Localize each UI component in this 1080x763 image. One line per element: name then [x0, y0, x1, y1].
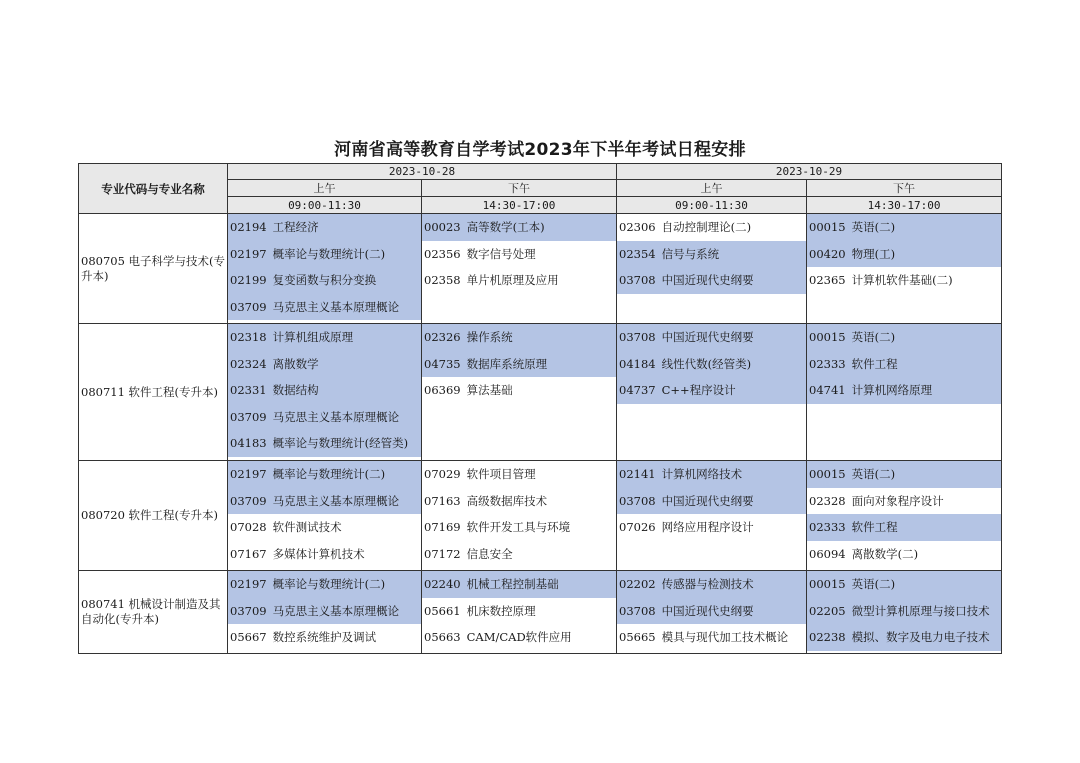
slot-day2-pm [807, 214, 1002, 324]
course-code: 07169 [424, 520, 461, 535]
course-name: 中国近现代史纲要 [661, 493, 754, 508]
course-name: 物理(工) [851, 246, 896, 261]
course-name: 计算机网络原理 [851, 383, 933, 397]
course-name: 网络应用程序设计 [661, 520, 754, 535]
course-code: 02306 [619, 220, 656, 234]
slot-day1-am [228, 324, 422, 461]
time-header-day1-pm: 14:30-17:00 [422, 197, 617, 214]
course-code: 02197 [230, 577, 267, 592]
course-name: C++程序设计 [661, 383, 736, 397]
course-item [617, 514, 806, 541]
slot-day1-am [228, 461, 422, 571]
course-code: 03708 [619, 493, 656, 508]
course-item [422, 351, 616, 378]
time-header-day1-am: 09:00-11:30 [228, 197, 422, 214]
course-name: 英语(二) [851, 577, 896, 592]
course-name: 工程经济 [272, 220, 319, 234]
course-item [422, 267, 616, 294]
major-name: 080741 机械设计制造及其自动化(专升本) [79, 571, 228, 654]
course-code: 02328 [809, 493, 846, 508]
course-item [617, 241, 806, 268]
course-name: 数据结构 [272, 383, 319, 397]
course-code: 02326 [424, 330, 461, 344]
course-name: 离散数学 [272, 356, 319, 371]
exam-schedule-table [78, 163, 1002, 654]
course-code: 02202 [619, 577, 656, 592]
course-name: 操作系统 [466, 330, 513, 344]
course-code: 03708 [619, 330, 656, 344]
course-name: 软件工程 [851, 356, 898, 371]
course-code: 05665 [619, 630, 656, 645]
course-code: 02333 [809, 520, 846, 535]
course-item [617, 488, 806, 515]
course-code: 03709 [230, 493, 267, 508]
course-code: 03708 [619, 273, 656, 287]
course-item [228, 598, 421, 625]
slot-day2-pm [807, 324, 1002, 461]
course-item [422, 624, 616, 651]
course-name: 马克思主义基本原理概论 [272, 603, 400, 618]
course-code: 05663 [424, 630, 461, 645]
course-code: 03709 [230, 409, 267, 424]
time-header-day2-pm: 14:30-17:00 [807, 197, 1002, 214]
course-name: 模具与现代加工技术概论 [661, 630, 789, 645]
course-item [807, 241, 1001, 268]
course-name: 英语(二) [851, 220, 896, 234]
course-code: 03708 [619, 603, 656, 618]
course-code: 03709 [230, 299, 267, 314]
course-item [617, 267, 806, 294]
course-code: 02194 [230, 220, 267, 234]
major-name: 080720 软件工程(专升本) [79, 461, 228, 571]
slot-day2-pm [807, 461, 1002, 571]
course-item [228, 294, 421, 321]
course-item [617, 461, 806, 488]
course-code: 04735 [424, 356, 461, 371]
course-item [422, 214, 616, 241]
course-code: 02240 [424, 577, 461, 592]
course-item [807, 624, 1001, 651]
course-code: 02331 [230, 383, 267, 397]
page-title: 河南省高等教育自学考试2023年下半年考试日程安排 [334, 140, 746, 160]
course-code: 00015 [809, 467, 846, 482]
course-name: 机械工程控制基础 [466, 577, 559, 592]
course-code: 06094 [809, 546, 846, 561]
major-name: 080711 软件工程(专升本) [79, 324, 228, 461]
course-code: 02358 [424, 273, 461, 287]
course-code: 04183 [230, 436, 267, 450]
course-item [807, 351, 1001, 378]
slot-day1-pm [422, 324, 617, 461]
course-name: 自动控制理论(二) [661, 220, 752, 234]
session-header-day1-pm: 下午 [422, 180, 617, 197]
course-name: 软件测试技术 [272, 520, 342, 535]
slot-day2-am [617, 214, 807, 324]
course-code: 02333 [809, 356, 846, 371]
course-item [228, 404, 421, 431]
session-header-day2-pm: 下午 [807, 180, 1002, 197]
course-code: 04737 [619, 383, 656, 397]
slot-day2-am [617, 571, 807, 654]
course-code: 00023 [424, 220, 461, 234]
course-item [617, 351, 806, 378]
course-item [228, 324, 421, 351]
course-item [422, 461, 616, 488]
date-header-day1: 2023-10-28 [228, 164, 617, 180]
slot-day2-pm [807, 571, 1002, 654]
course-item [228, 430, 421, 457]
course-name: 中国近现代史纲要 [661, 330, 754, 344]
course-item [422, 488, 616, 515]
course-item [617, 571, 806, 598]
course-code: 00015 [809, 220, 846, 234]
course-item [807, 571, 1001, 598]
course-name: 信息安全 [466, 546, 513, 561]
course-name: 中国近现代史纲要 [661, 603, 754, 618]
course-name: 高等数学(工本) [466, 220, 545, 234]
schedule-body [79, 214, 1002, 654]
table-row [79, 461, 1002, 571]
course-item [807, 267, 1001, 294]
course-code: 00420 [809, 246, 846, 261]
course-name: 单片机原理及应用 [466, 273, 559, 287]
course-code: 00015 [809, 330, 846, 344]
course-name: 马克思主义基本原理概论 [272, 299, 400, 314]
course-item [807, 461, 1001, 488]
course-code: 00015 [809, 577, 846, 592]
course-name: 概率论与数理统计(经管类) [272, 436, 409, 450]
course-item [617, 214, 806, 241]
date-header-day2: 2023-10-29 [617, 164, 1002, 180]
course-item [228, 488, 421, 515]
course-code: 04741 [809, 383, 846, 397]
course-item [807, 488, 1001, 515]
course-name: 面向对象程序设计 [851, 493, 944, 508]
course-name: 概率论与数理统计(二) [272, 246, 386, 261]
session-header-day2-am: 上午 [617, 180, 807, 197]
course-item [228, 214, 421, 241]
table-row [79, 214, 1002, 324]
course-item [807, 214, 1001, 241]
course-name: 概率论与数理统计(二) [272, 577, 386, 592]
course-name: 高级数据库技术 [466, 493, 548, 508]
slot-day1-am [228, 571, 422, 654]
course-code: 02205 [809, 603, 846, 618]
course-code: 02197 [230, 467, 267, 482]
course-code: 06369 [424, 383, 461, 397]
course-name: 计算机软件基础(二) [851, 273, 953, 287]
course-code: 05661 [424, 603, 461, 618]
course-name: 英语(二) [851, 330, 896, 344]
course-name: 多媒体计算机技术 [272, 546, 365, 561]
slot-day1-am [228, 214, 422, 324]
course-name: 马克思主义基本原理概论 [272, 493, 400, 508]
course-name: 信号与系统 [661, 246, 720, 261]
course-item [807, 324, 1001, 351]
course-name: 软件工程 [851, 520, 898, 535]
course-item [617, 624, 806, 651]
session-header-day1-am: 上午 [228, 180, 422, 197]
course-item [617, 598, 806, 625]
course-name: 传感器与检测技术 [661, 577, 754, 592]
course-item [422, 598, 616, 625]
slot-day1-pm [422, 461, 617, 571]
course-item [807, 541, 1001, 568]
slot-day1-pm [422, 214, 617, 324]
course-code: 02324 [230, 356, 267, 371]
course-item [807, 598, 1001, 625]
course-name: 机床数控原理 [466, 603, 536, 618]
course-name: 复变函数与积分变换 [272, 273, 377, 287]
course-item [228, 514, 421, 541]
course-code: 02354 [619, 246, 656, 261]
course-name: CAM/CAD软件应用 [466, 630, 572, 645]
course-item [422, 571, 616, 598]
course-name: 数据库系统原理 [466, 356, 548, 371]
course-item [228, 241, 421, 268]
course-item [422, 241, 616, 268]
course-item [228, 377, 421, 404]
course-item [228, 461, 421, 488]
course-item [422, 514, 616, 541]
course-name: 概率论与数理统计(二) [272, 467, 386, 482]
course-name: 软件开发工具与环境 [466, 520, 571, 535]
course-item [422, 324, 616, 351]
table-row [79, 324, 1002, 461]
course-item [228, 267, 421, 294]
course-code: 07172 [424, 546, 461, 561]
course-code: 03709 [230, 603, 267, 618]
course-name: 数字信号处理 [466, 246, 536, 261]
course-code: 07029 [424, 467, 461, 482]
course-name: 计算机组成原理 [272, 330, 354, 344]
course-item [422, 541, 616, 568]
course-code: 02318 [230, 330, 267, 344]
course-code: 02141 [619, 467, 656, 482]
course-item [807, 377, 1001, 404]
major-name: 080705 电子科学与技术(专升本) [79, 214, 228, 324]
course-code: 04184 [619, 356, 656, 371]
course-code: 02365 [809, 273, 846, 287]
course-name: 微型计算机原理与接口技术 [851, 603, 990, 618]
course-name: 计算机网络技术 [661, 467, 743, 482]
course-code: 02356 [424, 246, 461, 261]
course-item [422, 377, 616, 404]
course-code: 07028 [230, 520, 267, 535]
course-code: 02197 [230, 246, 267, 261]
course-name: 模拟、数字及电力电子技术 [851, 630, 990, 645]
course-code: 07167 [230, 546, 267, 561]
course-item [228, 541, 421, 568]
course-name: 英语(二) [851, 467, 896, 482]
course-name: 中国近现代史纲要 [661, 273, 754, 287]
course-code: 02199 [230, 273, 267, 287]
course-code: 02238 [809, 630, 846, 645]
course-item [228, 571, 421, 598]
time-header-day2-am: 09:00-11:30 [617, 197, 807, 214]
slot-day1-pm [422, 571, 617, 654]
course-name: 线性代数(经管类) [661, 356, 752, 371]
course-name: 软件项目管理 [466, 467, 536, 482]
course-item [617, 324, 806, 351]
major-column-header: 专业代码与专业名称 [79, 164, 228, 214]
slot-day2-am [617, 324, 807, 461]
course-code: 05667 [230, 630, 267, 645]
course-code: 07163 [424, 493, 461, 508]
course-item [228, 351, 421, 378]
course-item [617, 377, 806, 404]
slot-day2-am [617, 461, 807, 571]
course-name: 数控系统维护及调试 [272, 630, 377, 645]
course-item [228, 624, 421, 651]
course-code: 07026 [619, 520, 656, 535]
course-item [807, 514, 1001, 541]
course-name: 离散数学(二) [851, 546, 919, 561]
course-name: 算法基础 [466, 383, 513, 397]
course-name: 马克思主义基本原理概论 [272, 409, 400, 424]
table-row [79, 571, 1002, 654]
